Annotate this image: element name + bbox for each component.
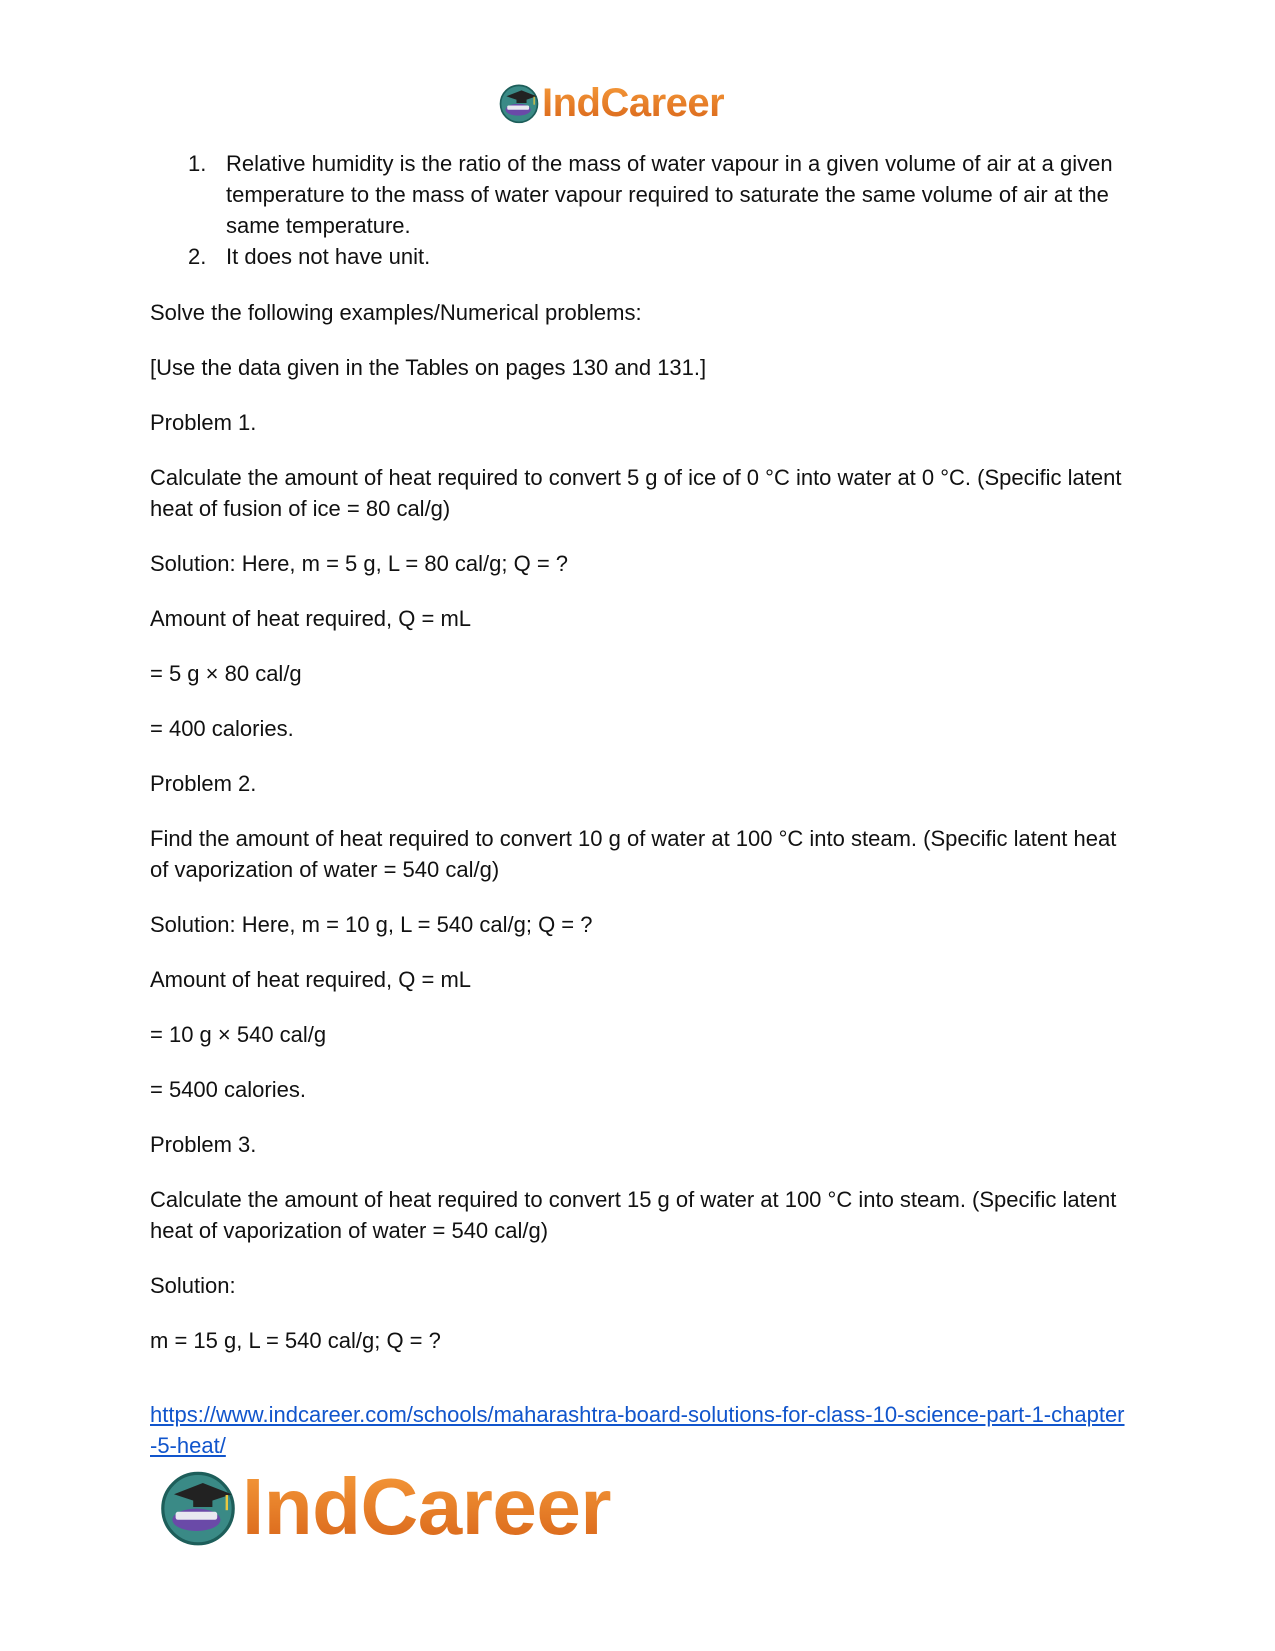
list-item-number: 1. — [188, 151, 207, 176]
problem-heading: Problem 1. — [150, 410, 257, 435]
brand-name: IndCareer — [542, 81, 725, 125]
solution-line: m = 15 g, L = 540 cal/g; Q = ? — [150, 1328, 441, 1353]
list-item-number: 2. — [188, 244, 207, 269]
source-link[interactable]: https://www.indcareer.com/schools/maharashtra-board-solutions-for-class-10-science-part-1-chapter-5-heat/ — [150, 1402, 1125, 1458]
list-item — [188, 148, 1130, 241]
list-item-text: It does not have unit. — [226, 244, 431, 269]
brand-name: IndCareer — [242, 1462, 611, 1551]
solution-line: Amount of heat required, Q = mL — [150, 967, 472, 992]
problem-statement: Find the amount of heat required to convert 10 g of water at 100 °C into steam. (Specific latent heat of vaporization of water = 540 cal/g) — [150, 826, 1117, 882]
page-content — [150, 148, 1130, 1461]
data-note: [Use the data given in the Tables on pages 130 and 131.] — [150, 355, 707, 380]
solution-line: Solution: Here, m = 5 g, L = 80 cal/g; Q = ? — [150, 551, 569, 576]
solution-line: = 10 g × 540 cal/g — [150, 1022, 327, 1047]
solution-line: = 5 g × 80 cal/g — [150, 661, 302, 686]
problem-statement: Calculate the amount of heat required to convert 15 g of water at 100 °C into steam. (Specific latent heat of vaporization of water = 540 cal/g) — [150, 1187, 1117, 1243]
problem-heading: Problem 2. — [150, 771, 257, 796]
answer-list — [150, 148, 1130, 272]
top-logo — [498, 78, 724, 128]
solution-line: Solution: — [150, 1273, 236, 1298]
list-item — [188, 241, 1130, 272]
logo-globe-icon — [498, 82, 540, 124]
problem-heading: Problem 3. — [150, 1132, 257, 1157]
list-item-text: Relative humidity is the ratio of the mass of water vapour in a given volume of air at a given temperature to the mass of water vapour required to saturate the same volume of air at the same temperature. — [226, 151, 1113, 238]
solution-line: = 400 calories. — [150, 716, 294, 741]
solution-line: = 5400 calories. — [150, 1077, 306, 1102]
problem-statement: Calculate the amount of heat required to convert 5 g of ice of 0 °C into water at 0 °C. (Specific latent heat of fusion of ice = 80 cal/g) — [150, 465, 1122, 521]
section-heading: Solve the following examples/Numerical problems: — [150, 300, 642, 325]
logo-globe-icon — [158, 1467, 238, 1547]
solution-line: Amount of heat required, Q = mL — [150, 606, 472, 631]
solution-line: Solution: Here, m = 10 g, L = 540 cal/g; Q = ? — [150, 912, 593, 937]
bottom-logo — [158, 1462, 611, 1552]
